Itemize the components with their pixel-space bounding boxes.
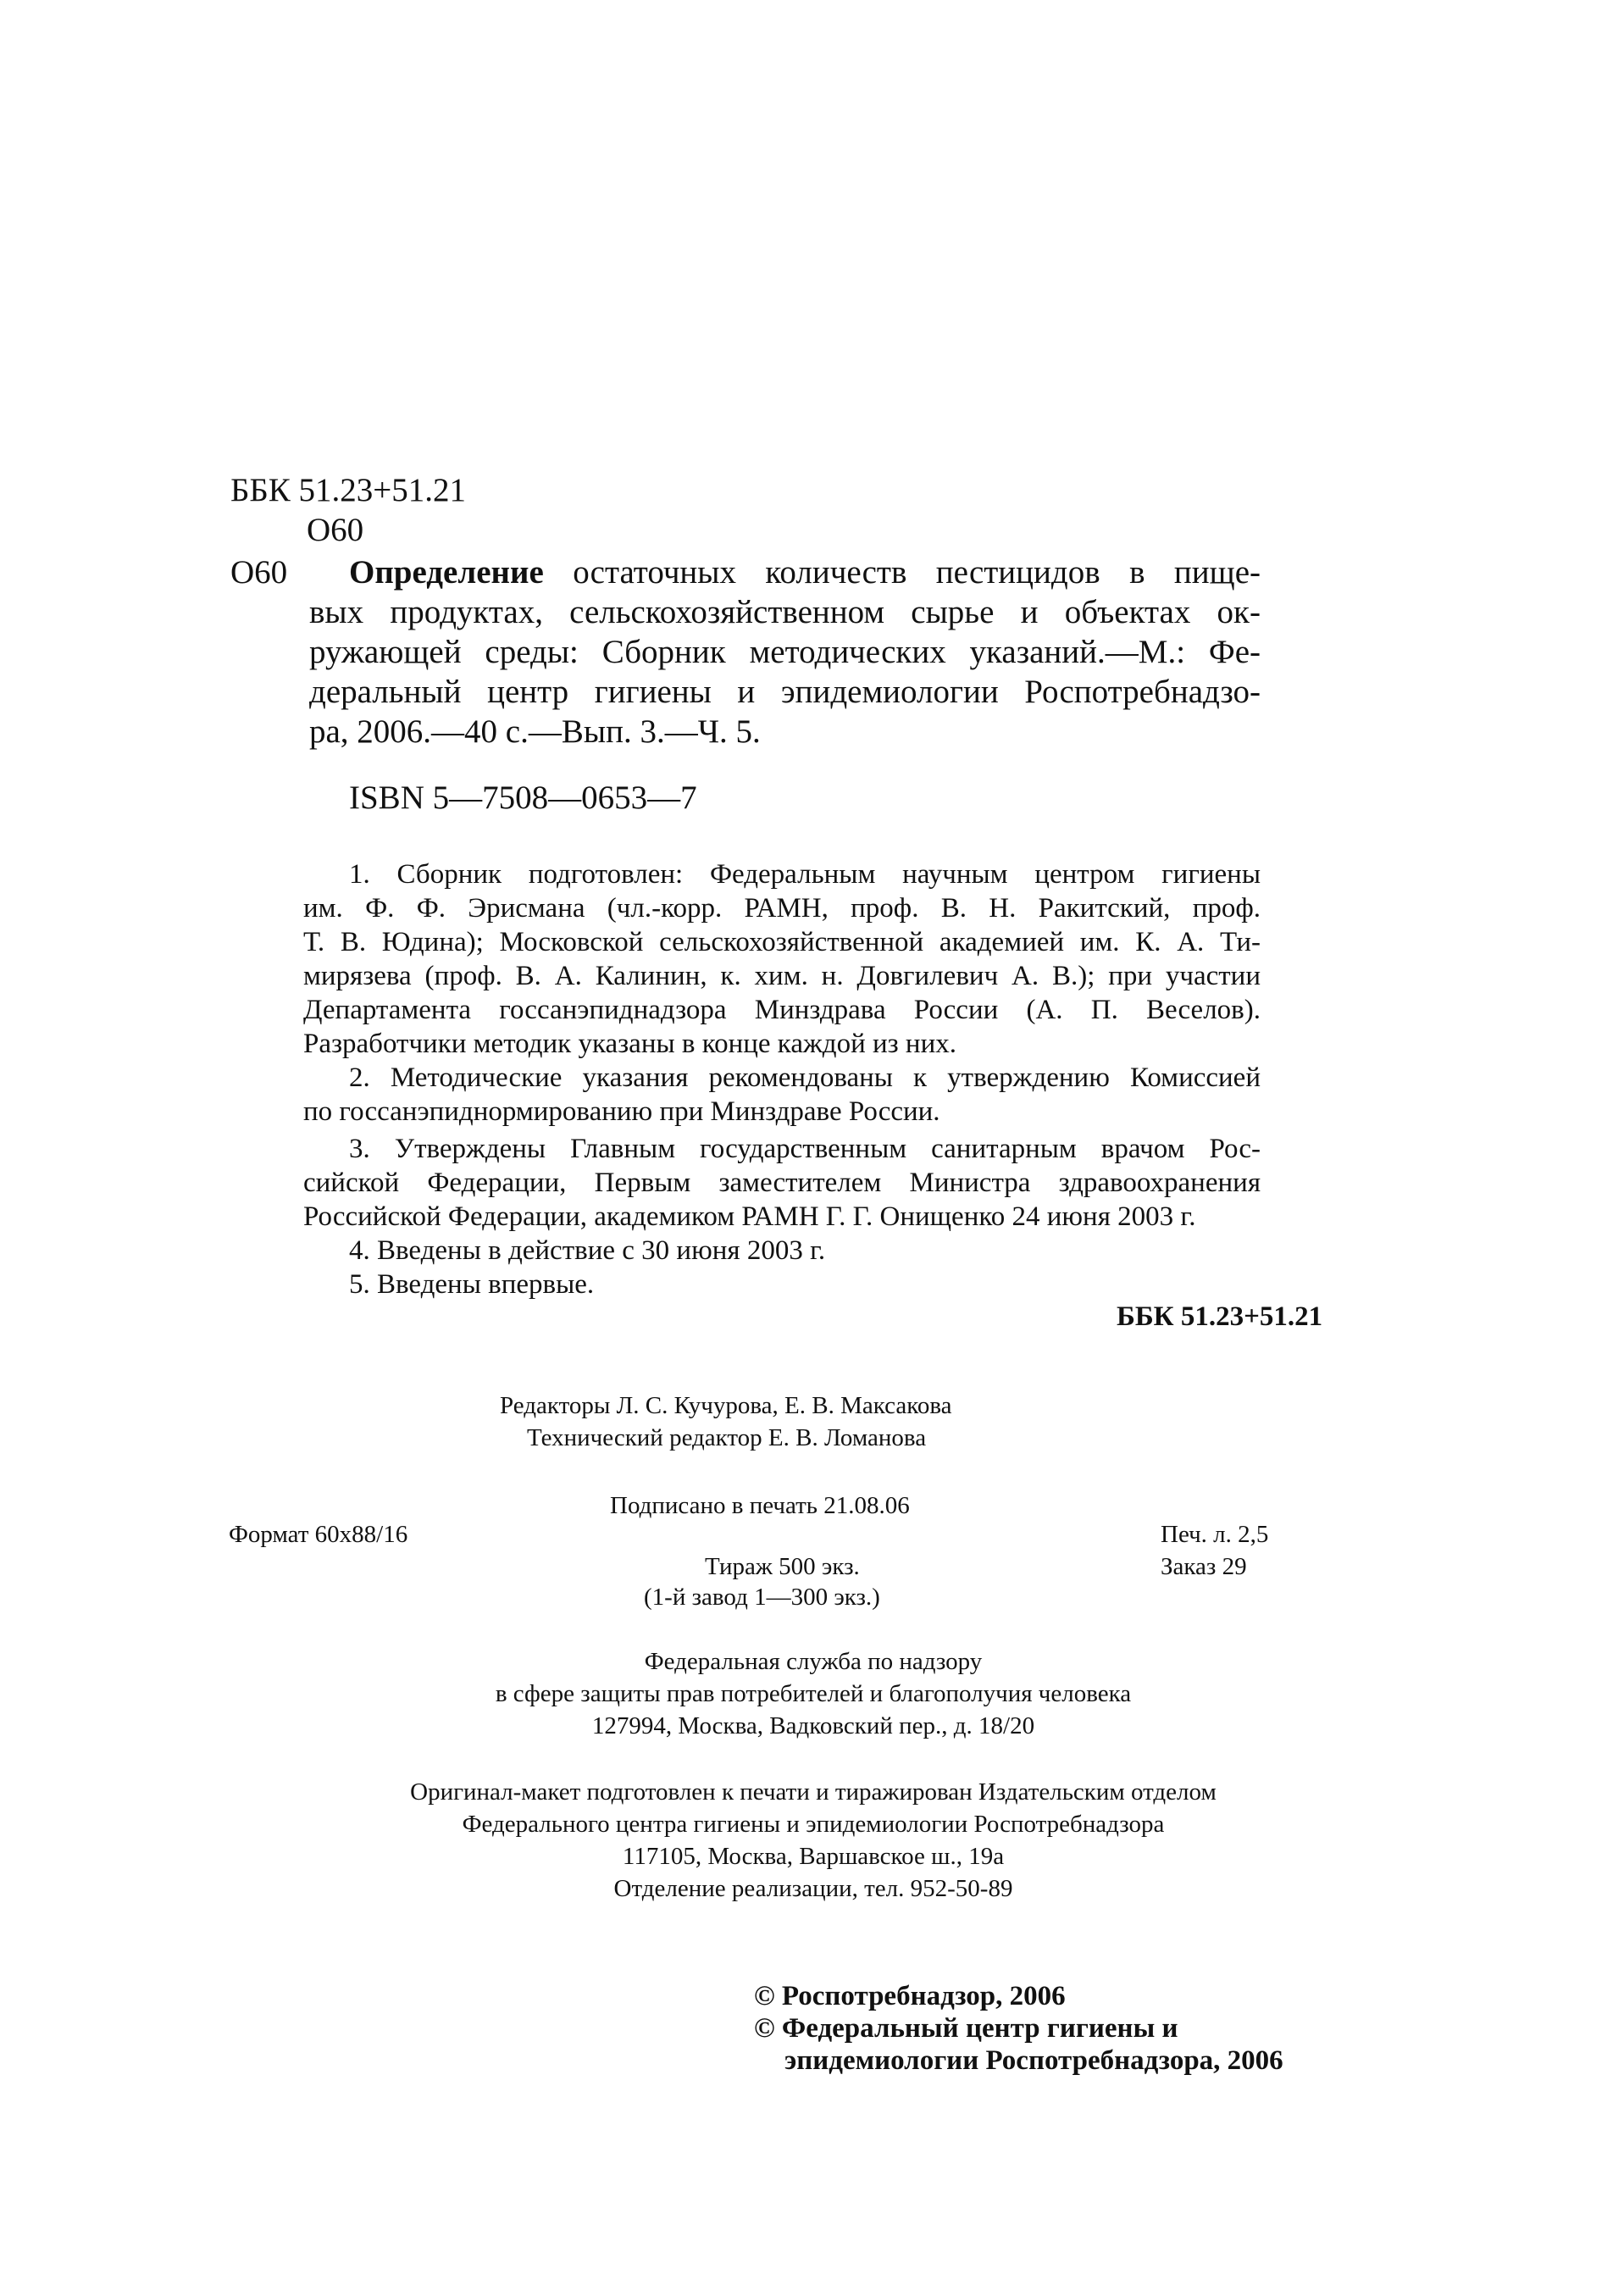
title-line-3: ружающей среды: Сборник методических указаний.—М.: Фе- [309, 634, 1261, 670]
note-line: 2. Методические указания рекомендованы к утверждению Комиссией [349, 1062, 1261, 1093]
tech-editor: Технический редактор Е. В. Ломанова [527, 1424, 927, 1451]
note-line: Т. В. Юдина); Московской сельскохозяйственной академией им. К. А. Ти- [303, 927, 1261, 957]
printer-line: Оригинал-макет подготовлен к печати и тиражирован Издательским отделом [410, 1778, 1217, 1806]
note-line: по госсанэпиднормированию при Минздраве России. [303, 1096, 940, 1127]
order-number: Заказ 29 [1161, 1553, 1247, 1580]
publisher-line: в сфере защиты прав потребителей и благополучия человека [495, 1680, 1132, 1707]
circulation: Тираж 500 экз. [705, 1553, 860, 1580]
note-line: сийской Федерации, Первым заместителем Министра здравоохранения [303, 1168, 1261, 1198]
copyright-line-3: эпидемиологии Роспотребнадзора, 2006 [784, 2045, 1283, 2076]
signed-to-print: Подписано в печать 21.08.06 [610, 1492, 910, 1519]
first-run: (1-й завод 1—300 экз.) [644, 1584, 880, 1611]
note-line: 5. Введены впервые. [349, 1269, 595, 1300]
note-line: Российской Федерации, академиком РАМН Г. Г. Онищенко 24 июня 2003 г. [303, 1201, 1196, 1232]
publisher-address: 127994, Москва, Вадковский пер., д. 18/20 [591, 1712, 1035, 1739]
publisher-line: Федеральная служба по надзору [644, 1648, 983, 1675]
margin-author-mark: О60 [230, 554, 288, 591]
editors: Редакторы Л. С. Кучурова, Е. В. Максакова [500, 1392, 952, 1419]
bbk-index-bottom: ББК 51.23+51.21 [1117, 1301, 1323, 1332]
author-mark: О60 [307, 512, 364, 548]
note-line: 4. Введены в действие с 30 июня 2003 г. [349, 1235, 826, 1266]
note-line: Департамента госсанэпиднадзора Минздрава России (А. П. Веселов). [303, 995, 1261, 1025]
bbk-index-top: ББК 51.23+51.21 [230, 472, 467, 508]
note-line: им. Ф. Ф. Эрисмана (чл.-корр. РАМН, проф. В. Н. Ракитский, проф. [303, 893, 1261, 924]
note-line: 3. Утверждены Главным государственным санитарным врачом Рос- [349, 1134, 1261, 1164]
sales-department: Отделение реализации, тел. 952-50-89 [613, 1875, 1013, 1902]
isbn: ISBN 5—7508—0653—7 [349, 779, 697, 816]
printer-address: 117105, Москва, Варшавское ш., 19а [622, 1843, 1005, 1870]
copyright-line-2: © Федеральный центр гигиены и [754, 2013, 1178, 2044]
title-line-2: вых продуктах, сельскохозяйственном сырье и объектах ок- [309, 594, 1261, 630]
title-line-4: деральный центр гигиены и эпидемиологии Роспотребнадзо- [309, 674, 1261, 710]
title-line-5: ра, 2006.—40 с.—Вып. 3.—Ч. 5. [309, 713, 761, 750]
copyright-line-1: © Роспотребнадзор, 2006 [754, 1981, 1066, 2011]
note-line: мирязева (проф. В. А. Калинин, к. хим. н. Довгилевич А. В.); при участии [303, 961, 1261, 991]
title-line-1: Определение остаточных количеств пестицидов в пище- [349, 554, 1261, 591]
print-sheets: Печ. л. 2,5 [1161, 1521, 1269, 1548]
title-bold: Определение [349, 554, 544, 591]
note-line: Разработчики методик указаны в конце каждой из них. [303, 1029, 957, 1059]
format: Формат 60х88/16 [229, 1521, 408, 1548]
printer-line: Федерального центра гигиены и эпидемиологии Роспотребнадзора [462, 1811, 1165, 1838]
note-line: 1. Сборник подготовлен: Федеральным научным центром гигиены [349, 859, 1261, 890]
